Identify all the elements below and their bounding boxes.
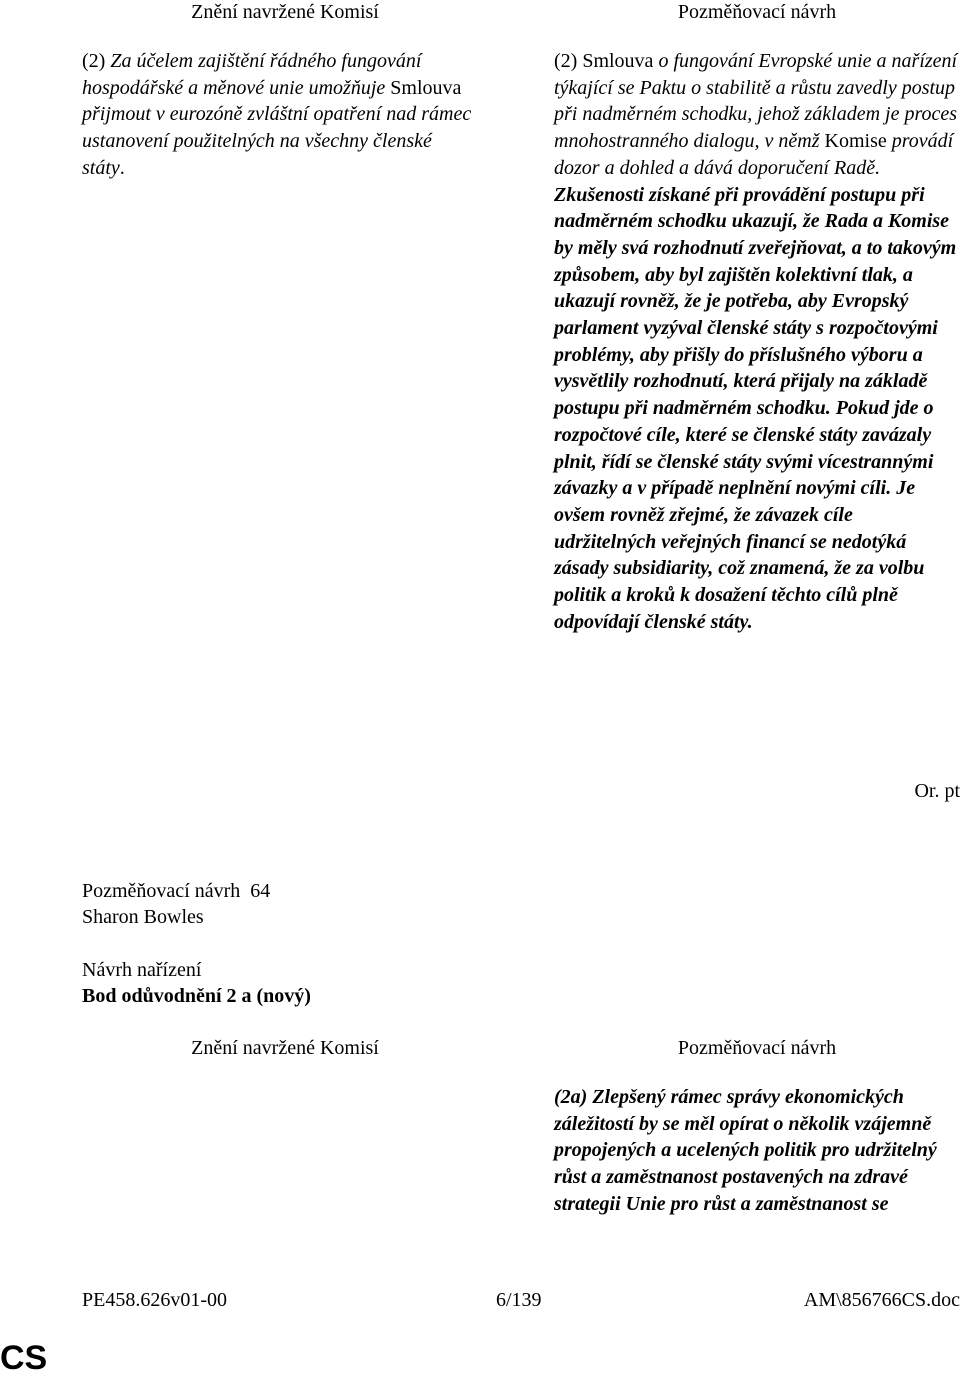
amendment-text-recital-2a: (2a) Zlepšený rámec správy ekonomických záležitostí by se měl opírat o několik vzájemně propojených a ucelených politik pro udržitelný růst a zaměstnanost postavených na zdravé strategii Unie pro růst a zaměstnanost se — [554, 1086, 937, 1215]
text-normal: (2) — [82, 50, 111, 72]
text-italic: provádí dozor a dohled a dává doporučení Radě. — [554, 130, 954, 179]
original-language-mark: Or. pt — [914, 780, 960, 802]
text-italic: Za účelem zajištění řádného fungování hospodářské a měnové unie umožňuje — [82, 50, 422, 99]
amendment-number: 64 — [250, 880, 271, 902]
commission-text-recital-2 — [82, 48, 472, 182]
text-normal: (2) Smlouva — [554, 50, 659, 72]
amendment-text-recital-2 — [554, 48, 960, 635]
text-italic: o fungování Evropské unie a nařízení týkající se Paktu o stabilitě a růstu zavedly postup při nadměrném schodku, jehož základem je proces mnohostranného dialogu, v němž — [554, 50, 958, 153]
text-normal: Smlouva — [385, 76, 462, 99]
amendment-title: Pozměňovací návrh — [82, 880, 241, 902]
recital-reference: Bod odůvodnění 2 a (nový) — [82, 985, 311, 1007]
text-italic: přijmout v eurozóně zvláštní opatření nad rámec ustanovení použitelných na všechny členské státy — [82, 103, 472, 179]
amendment-heading — [82, 878, 270, 904]
left-column-header-2: Znění navržené Komisí — [191, 1037, 379, 1059]
footer-language-code: CS — [0, 1339, 48, 1377]
amendment-author: Sharon Bowles — [82, 906, 204, 928]
footer-doc-ref: PE458.626v01-00 — [82, 1289, 227, 1311]
right-column-header-2: Pozměňovací návrh — [677, 1037, 837, 1059]
footer-page-number: 6/139 — [496, 1289, 542, 1311]
document-type: Návrh nařízení — [82, 959, 202, 981]
left-column-header: Znění navržené Komisí — [191, 1, 379, 23]
right-column-header: Pozměňovací návrh — [677, 1, 837, 23]
footer-file-name: AM\856766CS.doc — [803, 1289, 960, 1311]
text-normal: . — [119, 156, 125, 179]
text-normal: Komise — [819, 130, 892, 153]
text-bold-italic: Zkušenosti získané při provádění postupu při nadměrném schodku ukazují, že Rada a Komise by měly svá rozhodnutí zveřejňovat, a to takovým způsobem, aby byl zajištěn kolektivní tlak, a ukazují rovněž, že je potřeba, aby Evropský parlament vyzýval členské státy s rozpočtovými problémy, aby přišly do příslušného výboru a vysvětlily rozhodnutí, která přijaly na základě postupu při nadměrném schodku. Pokud jde o rozpočtové cíle, které se členské státy zavázaly plnit, řídí se členské státy svými vícestrannými závazky a v případě neplnění novými cíli. Je ovšem rovněž zřejmé, že závazek cíle udržitelných veřejných financí se nedotýká zásady subsidiarity, což znamená, že za volbu politik a kroků k dosažení těchto cílů plně odpovídají členské státy. — [554, 183, 957, 633]
